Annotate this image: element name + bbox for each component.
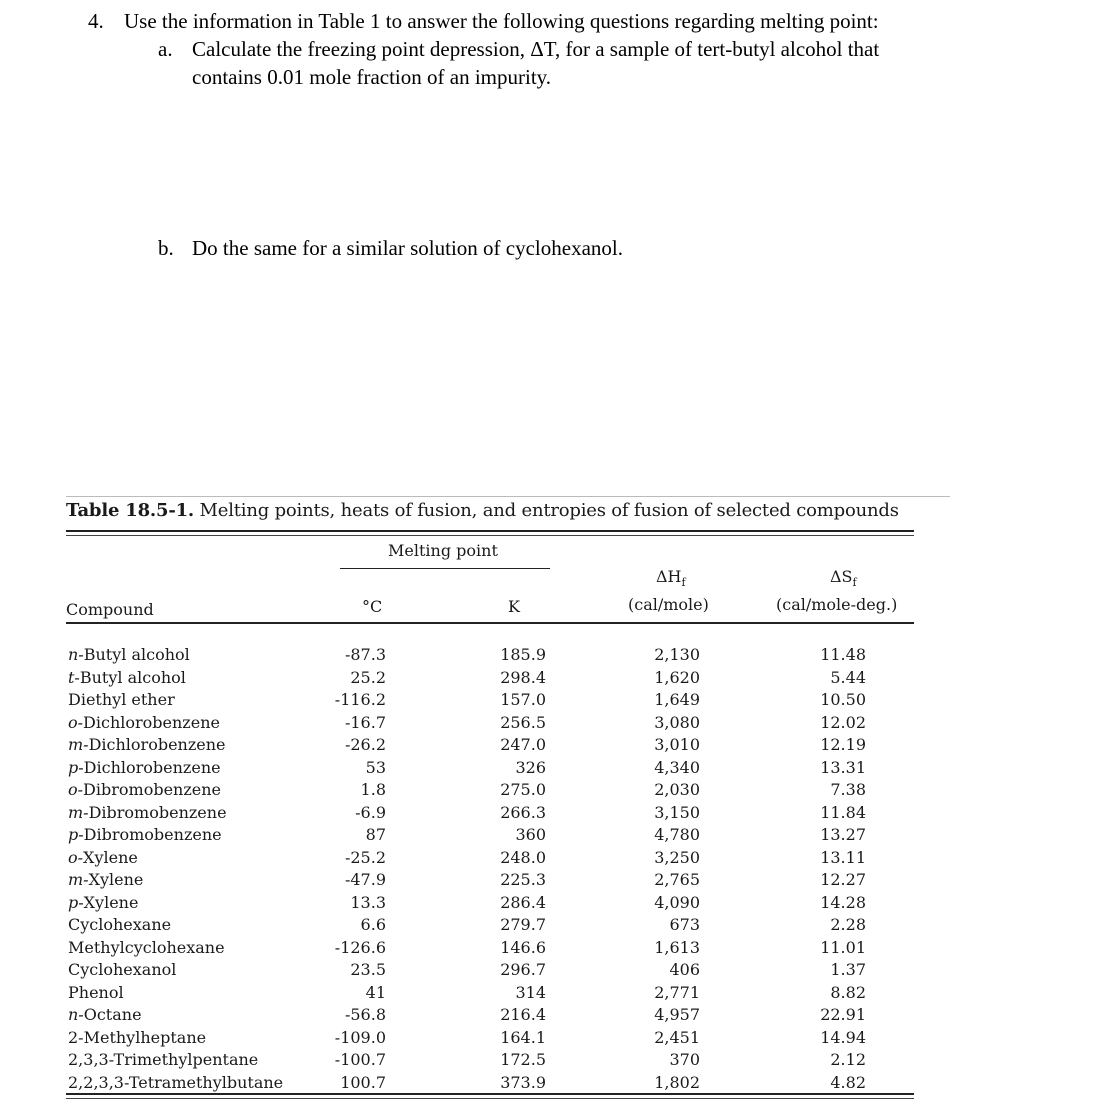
compound-column [68, 644, 283, 1094]
kelvin-value: 146.6 [500, 937, 546, 957]
celsius-value: 53 [365, 757, 386, 777]
dh-value: 3,250 [654, 847, 700, 867]
kelvin-value: 266.3 [500, 802, 546, 822]
table-caption-label: Table 18.5-1. [66, 500, 194, 521]
compound-prefix: n- [68, 645, 84, 664]
dh-value: 4,780 [654, 825, 700, 844]
compound-header: Compound [66, 600, 154, 619]
celsius-value: 13.3 [350, 892, 386, 912]
ds-value: 13.31 [820, 757, 866, 777]
compound-base-name: Phenol [68, 982, 124, 1002]
kelvin-value: 314 [515, 982, 546, 1002]
table-bottom-rule-2 [66, 1098, 914, 1099]
kelvin-value: 296.7 [500, 960, 546, 979]
dh-value: 1,613 [654, 937, 700, 957]
dh-header-top: $\Delta H_f$ [656, 567, 686, 590]
celsius-value: -25.2 [344, 847, 386, 867]
dh-value: 673 [669, 915, 700, 934]
celsius-value: -126.6 [334, 937, 386, 957]
celsius-value: 100.7 [340, 1072, 386, 1092]
kelvin-value: 216.4 [500, 1005, 546, 1024]
compound-name [68, 757, 283, 780]
dh-value: 2,771 [654, 982, 700, 1002]
kelvin-column [478, 644, 546, 1094]
dh-value: 370 [669, 1050, 700, 1069]
compound-base-name: Dibromobenzene [83, 825, 222, 844]
celsius-value: -116.2 [334, 690, 386, 709]
dh-value: 2,030 [654, 780, 700, 799]
celsius-value: 87 [365, 825, 386, 844]
celsius-value: -16.7 [344, 712, 386, 732]
compound-base-name: 2-Methylheptane [68, 1027, 207, 1047]
compound-name [68, 802, 283, 825]
ds-header-top: $\Delta S_f$ [830, 567, 857, 590]
compound-name [68, 689, 283, 712]
compound-base-name: Dibromobenzene [83, 780, 222, 799]
table-bottom-rule [66, 1093, 914, 1095]
header-rule [66, 622, 914, 624]
ds-value: 10.50 [820, 690, 866, 709]
compound-base-name: Dichlorobenzene [88, 735, 226, 754]
ds-value: 4.82 [830, 1072, 866, 1092]
dh-value: 2,130 [654, 645, 700, 664]
kelvin-value: 275.0 [500, 780, 546, 799]
melting-point-group-header: Melting point [388, 541, 498, 560]
kelvin-value: 185.9 [500, 645, 546, 664]
caption-rule [66, 530, 914, 532]
ds-value: 5.44 [830, 667, 866, 687]
question-number: 4. [88, 9, 104, 33]
ds-value: 1.37 [830, 960, 866, 979]
compound-prefix: o- [68, 780, 84, 799]
compound-prefix: o- [68, 712, 84, 732]
celsius-value: 25.2 [350, 667, 386, 687]
ds-value: 11.01 [820, 937, 866, 957]
compound-name [68, 1049, 283, 1072]
kelvin-value: 360 [515, 825, 546, 844]
compound-base-name: Dichlorobenzene [83, 712, 220, 732]
celsius-value: 1.8 [360, 780, 386, 799]
compound-base-name: 2,2,3,3-Tetramethylbutane [68, 1072, 284, 1092]
kelvin-value: 298.4 [500, 667, 546, 687]
compound-name [68, 1004, 283, 1027]
dh-unit-header: (cal/mole) [628, 595, 709, 614]
table-caption-text: Melting points, heats of fusion, and entropies of fusion of selected compounds [199, 500, 899, 521]
compound-prefix: m- [68, 735, 89, 754]
kelvin-value: 256.5 [500, 712, 546, 732]
compound-prefix: p- [68, 825, 84, 844]
celsius-value: -6.9 [355, 802, 386, 822]
dh-value: 1,802 [654, 1072, 700, 1092]
part-a-line-1: Calculate the freezing point depression, ΔT, for a sample of tert-butyl alcohol that [192, 37, 880, 61]
celsius-value: -26.2 [344, 735, 386, 754]
celsius-value: -109.0 [334, 1027, 386, 1047]
kelvin-value: 225.3 [500, 870, 546, 889]
compound-base-name: Octane [83, 1005, 142, 1024]
dh-value: 4,340 [654, 757, 700, 777]
part-b-text: Do the same for a similar solution of cyclohexanol. [192, 236, 623, 260]
ds-value: 7.38 [830, 780, 866, 799]
celsius-value: -56.8 [344, 1005, 386, 1024]
part-a-line-2: contains 0.01 mole fraction of an impurity. [192, 65, 552, 89]
ds-value: 12.19 [820, 735, 866, 754]
compound-name [68, 1027, 283, 1050]
compound-name [68, 959, 283, 982]
ds-value: 12.02 [820, 712, 866, 732]
ds-value: 8.82 [830, 982, 866, 1002]
compound-name [68, 892, 283, 915]
ds-value: 14.28 [820, 892, 866, 912]
part-a-letter: a. [158, 37, 173, 61]
compound-base-name: Butyl alcohol [79, 667, 186, 687]
compound-name [68, 779, 283, 802]
compound-prefix: p- [68, 757, 84, 777]
celsius-value: -47.9 [344, 870, 386, 889]
table-caption [66, 500, 899, 521]
dh-value: 2,765 [654, 870, 700, 889]
compound-base-name: Cyclohexane [68, 915, 172, 934]
kelvin-value: 373.9 [500, 1072, 546, 1092]
table-top-rule [66, 496, 950, 497]
compound-base-name: Xylene [83, 847, 138, 867]
compound-base-name: Xylene [88, 870, 144, 889]
compound-name [68, 644, 283, 667]
dh-value: 3,080 [654, 712, 700, 732]
dh-value: 406 [669, 960, 700, 979]
compound-base-name: Dichlorobenzene [83, 757, 221, 777]
dh-value: 1,649 [654, 690, 700, 709]
celsius-value: -87.3 [344, 645, 386, 664]
celsius-column [318, 644, 386, 1094]
kelvin-value: 326 [515, 757, 546, 777]
compound-name [68, 937, 283, 960]
dh-value: 1,620 [654, 667, 700, 687]
kelvin-value: 279.7 [500, 915, 546, 934]
compound-base-name: Diethyl ether [68, 690, 175, 709]
dh-value: 3,150 [654, 802, 700, 822]
ds-value: 22.91 [820, 1005, 866, 1024]
dh-value: 4,090 [654, 892, 700, 912]
compound-name [68, 982, 283, 1005]
kelvin-value: 247.0 [500, 735, 546, 754]
ds-value: 11.84 [820, 802, 866, 822]
compound-prefix: m- [68, 870, 89, 889]
dh-value: 2,451 [654, 1027, 700, 1047]
kelvin-value: 286.4 [500, 892, 546, 912]
compound-name [68, 824, 283, 847]
melting-point-underline [340, 568, 550, 569]
celsius-value: 41 [365, 982, 386, 1002]
kelvin-value: 164.1 [500, 1027, 546, 1047]
caption-rule-2 [66, 535, 914, 536]
compound-name [68, 712, 283, 735]
compound-prefix: o- [68, 847, 84, 867]
compound-name [68, 869, 283, 892]
ds-value: 14.94 [820, 1027, 866, 1047]
ds-value: 2.12 [830, 1050, 866, 1069]
celsius-header: °C [362, 597, 383, 616]
kelvin-value: 172.5 [500, 1050, 546, 1069]
dh-value: 4,957 [654, 1005, 700, 1024]
ds-value: 12.27 [820, 870, 866, 889]
compound-name [68, 847, 283, 870]
ds-value: 2.28 [830, 915, 866, 934]
ds-column [790, 644, 866, 1094]
compound-prefix: m- [68, 802, 89, 822]
compound-prefix: t- [68, 667, 80, 687]
dh-value: 3,010 [654, 735, 700, 754]
ds-unit-header: (cal/mole-deg.) [776, 595, 898, 614]
ds-value: 13.27 [820, 825, 866, 844]
kelvin-value: 157.0 [500, 690, 546, 709]
compound-name [68, 914, 283, 937]
part-a-text [192, 35, 972, 91]
celsius-value: -100.7 [334, 1050, 386, 1069]
question-stem: Use the information in Table 1 to answer the following questions regarding melting point: [124, 9, 879, 33]
compound-base-name: Methylcyclohexane [68, 937, 225, 957]
compound-prefix: n- [68, 1005, 84, 1024]
compound-name [68, 667, 283, 690]
compound-prefix: p- [68, 892, 84, 912]
compound-base-name: Cyclohexanol [68, 960, 177, 979]
compound-name [68, 1072, 283, 1095]
celsius-value: 23.5 [350, 960, 386, 979]
compound-name [68, 734, 283, 757]
kelvin-header: K [508, 597, 520, 616]
ds-value: 11.48 [820, 645, 866, 664]
dh-column [620, 644, 700, 1094]
compound-base-name: Xylene [83, 892, 139, 912]
ds-value: 13.11 [820, 847, 866, 867]
compound-base-name: Dibromobenzene [88, 802, 227, 822]
celsius-value: 6.6 [360, 915, 386, 934]
compound-base-name: 2,3,3-Trimethylpentane [68, 1050, 259, 1069]
kelvin-value: 248.0 [500, 847, 546, 867]
part-b-letter: b. [158, 236, 174, 260]
compound-base-name: Butyl alcohol [83, 645, 190, 664]
